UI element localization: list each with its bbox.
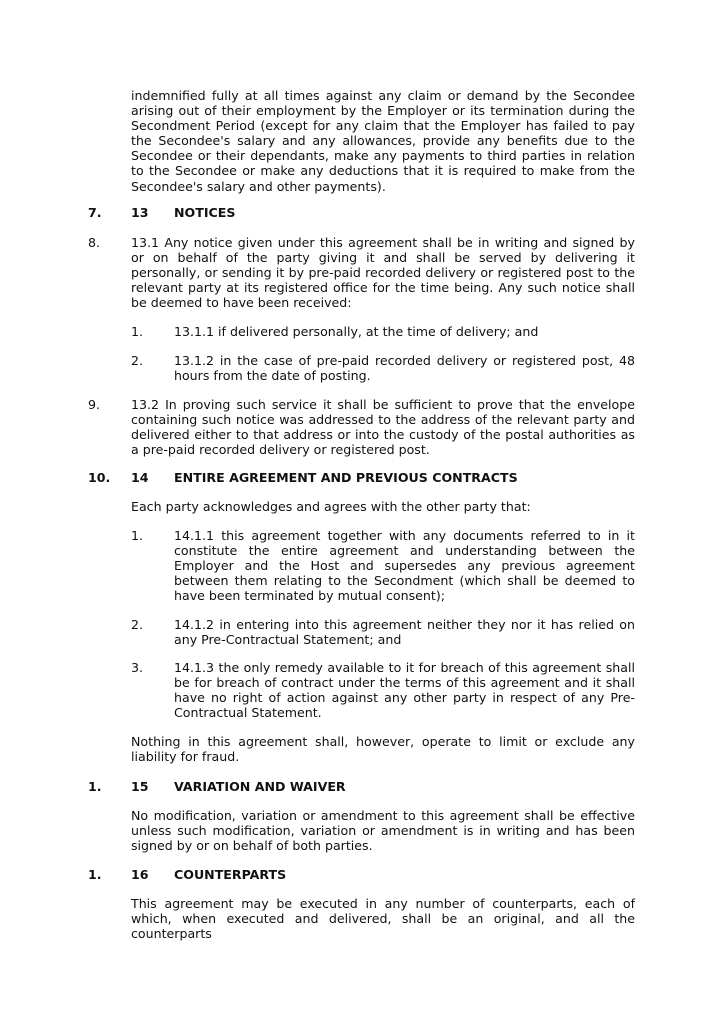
clause-13-1: 13.1 Any notice given under this agreement shall be in writing and signed by or on behalf of the party giving it and shall be served by delivering it personally, or sending it by pre-paid recorded delivery or registered post to the relevant party at its registered office for the time being. Any such notice shall be deemed to have been received: xyxy=(131,235,635,311)
section-list-number: 1. xyxy=(88,779,102,794)
section-title: ENTIRE AGREEMENT AND PREVIOUS CONTRACTS xyxy=(174,470,518,485)
sub-item-number: 2. xyxy=(131,353,144,368)
section-number: 13 xyxy=(131,205,149,220)
section-heading-entire-agreement xyxy=(131,470,518,485)
clause-14-1-3: 14.1.3 the only remedy available to it for breach of this agreement shall be for breach of contract under the terms of this agreement and it shall have no right of action against any other party in respect of any Pre-Contractual Statement. xyxy=(174,660,635,721)
sub-item-number: 3. xyxy=(131,660,144,675)
section-heading-notices xyxy=(131,205,235,220)
section-list-number: 1. xyxy=(88,867,102,882)
section-number: 16 xyxy=(131,867,149,882)
clause-14-1-2: 14.1.2 in entering into this agreement neither they nor it has relied on any Pre-Contractual Statement; and xyxy=(174,617,635,648)
section-15-text: No modification, variation or amendment to this agreement shall be effective unless such modification, variation or amendment is in writing and has been signed by or on behalf of both parties. xyxy=(131,808,635,854)
sub-item-number: 1. xyxy=(131,528,144,543)
section-list-number: 7. xyxy=(88,205,102,220)
sub-item-number: 1. xyxy=(131,324,144,339)
section-title: COUNTERPARTS xyxy=(174,867,287,882)
section-14-closing: Nothing in this agreement shall, however, operate to limit or exclude any liability for fraud. xyxy=(131,734,635,765)
section-number: 15 xyxy=(131,779,149,794)
sub-item-number: 2. xyxy=(131,617,144,632)
section-heading-counterparts xyxy=(131,867,286,882)
clause-13-1-2: 13.1.2 in the case of pre-paid recorded delivery or registered post, 48 hours from the date of posting. xyxy=(174,353,635,384)
clause-13-2: 13.2 In proving such service it shall be sufficient to prove that the envelope containing such notice was addressed to the address of the relevant party and delivered either to that address or into the custody of the postal authorities as a pre-paid recorded delivery or registered post. xyxy=(131,397,635,458)
section-title: NOTICES xyxy=(174,205,236,220)
section-heading-variation xyxy=(131,779,346,794)
section-16-text: This agreement may be executed in any number of counterparts, each of which, when executed and delivered, shall be an original, and all the counterparts xyxy=(131,896,635,942)
clause-list-number: 9. xyxy=(88,397,101,412)
section-title: VARIATION AND WAIVER xyxy=(174,779,346,794)
section-14-intro: Each party acknowledges and agrees with the other party that: xyxy=(131,499,531,514)
clause-13-1-1: 13.1.1 if delivered personally, at the time of delivery; and xyxy=(174,324,539,339)
intro-paragraph: indemnified fully at all times against any claim or demand by the Secondee arising out of their employment by the Employer or its termination during the Secondment Period (except for any claim that the Employer has failed to pay the Secondee's salary and any allowances, provide any benefits due to the Secondee or their dependants, make any payments to third parties in relation to the Secondee or make any deductions that it is required to make from the Secondee's salary and other payments). xyxy=(131,88,635,194)
clause-list-number: 8. xyxy=(88,235,101,250)
section-list-number: 10. xyxy=(88,470,111,485)
section-number: 14 xyxy=(131,470,149,485)
clause-14-1-1: 14.1.1 this agreement together with any documents referred to in it constitute the entire agreement and understanding between the Employer and the Host and supersedes any previous agreement between them relating to the Secondment (which shall be deemed to have been terminated by mutual consent); xyxy=(174,528,635,604)
